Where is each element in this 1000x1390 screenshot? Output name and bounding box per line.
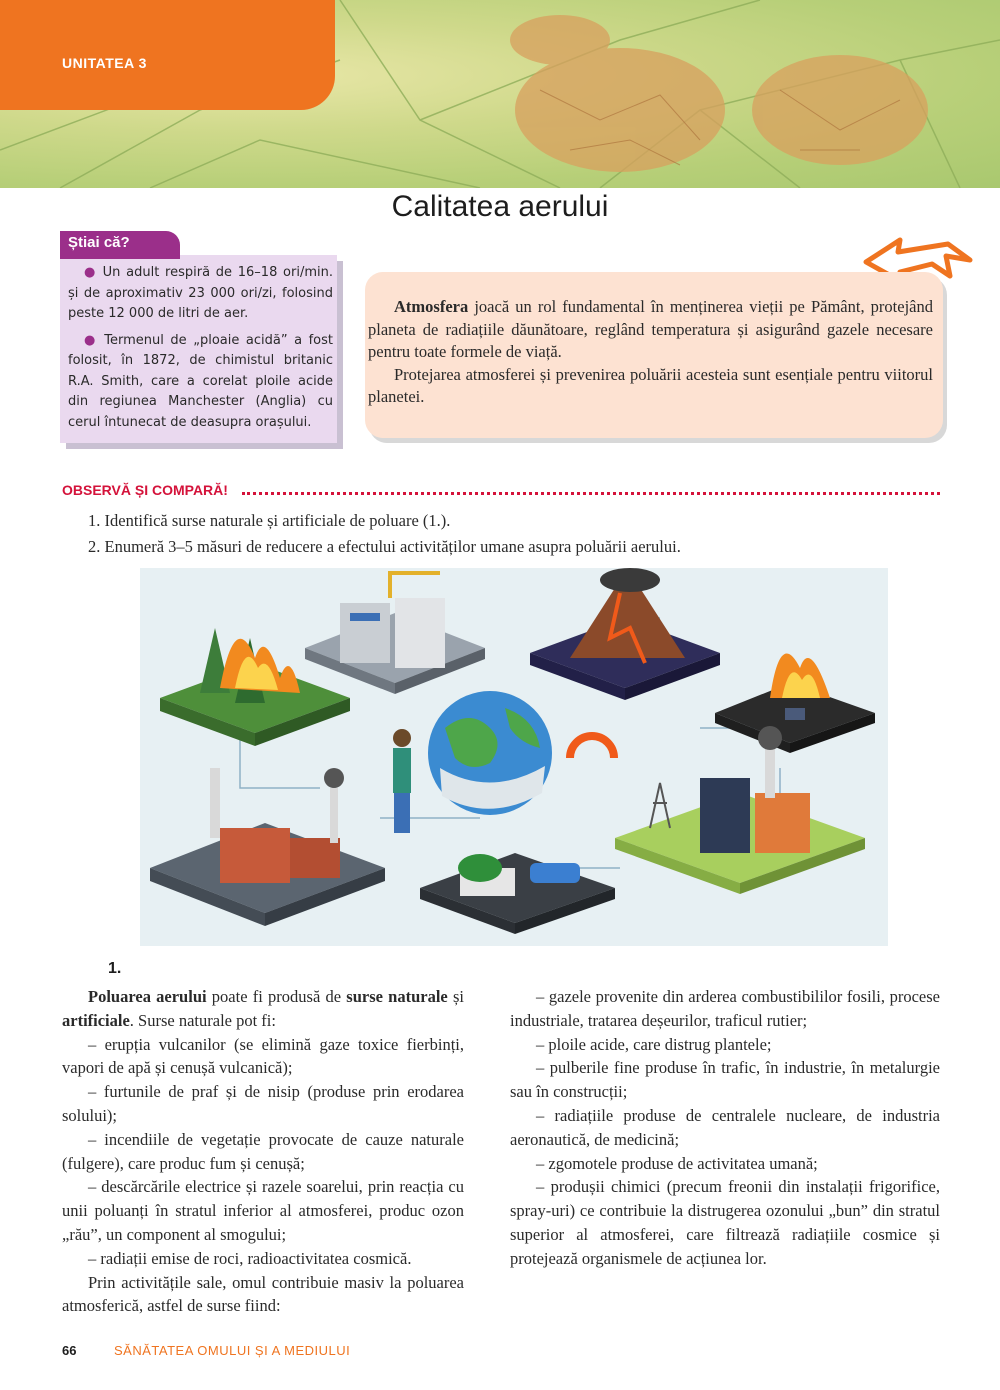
section-divider [242, 492, 940, 495]
body-list-item: – furtunile de praf și de nisip (produse prin erodarea solului); [62, 1082, 464, 1125]
intro-paragraph-1: Atmosfera joacă un rol fundamental în menținerea vieții pe Pământ, protejând planeta de radiațiile dăunătoare, reglând temperatura și asigurând gazele necesare pentru toate formele de viață. [368, 297, 933, 361]
body-list-item: – produșii chimici (precum freonii din instalații frigorifice, spray-uri) ce contribuie la distrugerea ozonului „bun” din stratul superior al atmosferei, care filtrează radiațiile cosmice și protejează organismele de acțiunea lor. [510, 1177, 940, 1268]
did-you-know-title: Știai că? [68, 234, 130, 251]
body-list-item: – radiațiile produse de centralele nucleare, de industria aeronautică, de medicină; [510, 1105, 940, 1149]
body-list-item: – ploile acide, care distrug plantele; [536, 1034, 772, 1054]
header-banner [0, 0, 1000, 188]
did-you-know-item: ● Termenul de „ploaie acidă” a fost folosit, în 1872, de chimistul britanic R.A. Smith, care a corelat ploile acide din regiunea Manchester (Anglia) cu cerul întunecat de deasupra orașului. [68, 332, 334, 430]
intro-keyword: Atmosfera [394, 297, 469, 316]
body-paragraph: Prin activitățile sale, omul contribuie masiv la poluarea atmosferică, astfel de surse fiind: [62, 1272, 464, 1316]
power-plant-tile [615, 726, 865, 894]
page-title: Calitatea aerului [391, 190, 609, 223]
traffic-tile [420, 853, 615, 934]
intro-text [368, 296, 933, 409]
body-list-item: – erupția vulcanilor (se elimină gaze toxice fierbinți, vapori de apă și cenușă vulcanică); [62, 1034, 464, 1078]
page-number: 66 [62, 1343, 77, 1358]
waste-fire-tile [715, 653, 875, 753]
pollution-sources-illustration [140, 568, 888, 946]
body-list-item: – zgomotele produse de activitatea umană; [536, 1153, 818, 1173]
construction-tile [305, 573, 485, 694]
footer-title: SĂNĂTATEA OMULUI ȘI A MEDIULUI [114, 1343, 351, 1358]
intro-paragraph-2: Protejarea atmosferei și prevenirea poluării acesteia sunt esențiale pentru viitorul planetei. [368, 364, 933, 406]
body-list-item: – incendiile de vegetație provocate de cauze naturale (fulgere), care produc fum și cenușă; [62, 1129, 464, 1173]
did-you-know-tab [60, 231, 180, 259]
body-left-column [62, 985, 464, 1318]
person-figure [393, 729, 411, 833]
volcano-tile [530, 568, 720, 700]
pollution-illustration-image [140, 568, 888, 946]
unit-tab [0, 0, 335, 110]
bullet-icon: ● [84, 332, 105, 348]
body-right-column [510, 985, 940, 1271]
body-paragraph: Poluarea aerului poate fi produsă de surse naturale și artificiale. Surse naturale pot fi: [62, 987, 464, 1030]
unit-label: UNITATEA 3 [62, 55, 147, 71]
body-list-item: – pulberile fine produse în trafic, în industrie, în metalurgie sau în construcții; [510, 1058, 940, 1102]
globe-with-mask [428, 691, 552, 815]
observe-heading: OBSERVĂ ȘI COMPARĂ! [62, 482, 232, 498]
body-list-item: – gazele provenite din arderea combustibililor fosili, procese industriale, tratarea deșeurilor, traficul rutier; [510, 987, 940, 1030]
did-you-know-item: ● Un adult respiră de 16–18 ori/min. și de aproximativ 23 000 ori/zi, folosind peste 12 000 de litri de aer. [68, 265, 333, 321]
task-item: 2. Enumeră 3–5 măsuri de reducere a efectului activităților umane asupra poluării aerului. [88, 537, 681, 556]
bullet-icon: ● [84, 265, 103, 280]
factory-tile [150, 768, 385, 926]
did-you-know-text [68, 263, 333, 439]
task-list [88, 508, 948, 560]
task-item: 1. Identifică surse naturale și artificiale de poluare (1.). [88, 511, 451, 530]
figure-number: 1. [108, 960, 122, 977]
body-list-item: – radiații emise de roci, radioactivitatea cosmică. [88, 1248, 412, 1268]
body-list-item: – descărcările electrice și razele soarelui, prin reacția cu unii poluanți în stratul inferior al atmosferei, produc ozon „rău”, un component al smogului; [62, 1177, 464, 1244]
